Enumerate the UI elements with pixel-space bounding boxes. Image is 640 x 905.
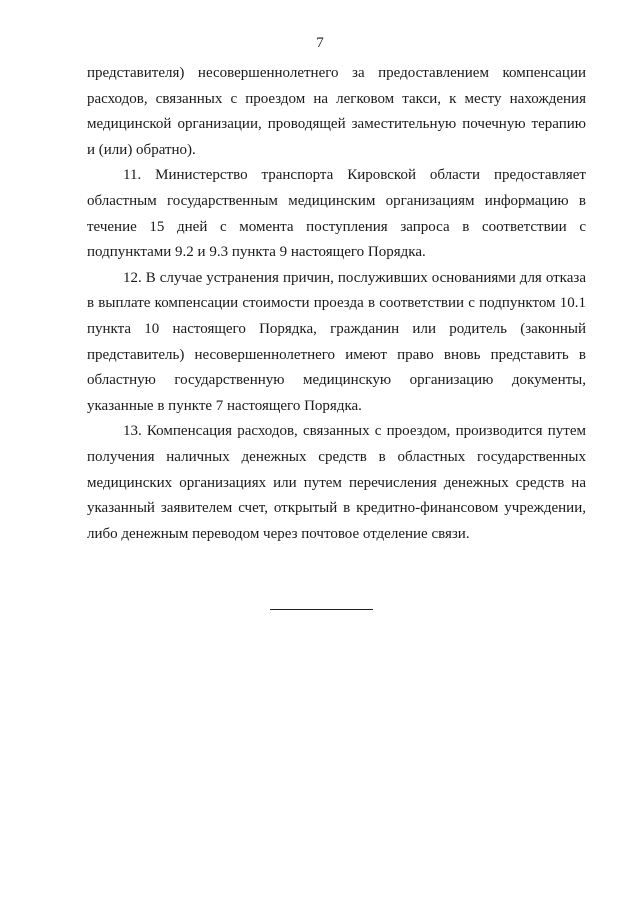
paragraph-continuation: представителя) несовершеннолетнего за предоставлением компенсации расходов, связанных с проездом на легковом такси, к месту нахождения медицинской организации, проводящей заместительную почечную терапию и (или) обратно). (87, 65, 586, 158)
page-number: 7 (316, 35, 324, 51)
end-separator-line (270, 609, 373, 610)
paragraph-11: 11. Министерство транспорта Кировской области предоставляет областным государственным медицинским организациям информацию в течение 15 дней с момента поступления запроса в соответствии с подпунктами 9.2 и 9.3 пункта 9 настоящего Порядка. (87, 167, 586, 261)
document-body (87, 61, 586, 547)
paragraph-13: 13. Компенсация расходов, связанных с проездом, производится путем получения наличных денежных средств в областных государственных медицинских организациях или путем перечисления денежных средств на указанный заявителем счет, открытый в кредитно-финансовом учреждении, либо денежным переводом через почтовое отделение связи. (87, 423, 586, 542)
paragraph-12: 12. В случае устранения причин, послуживших основаниями для отказа в выплате компенсации стоимости проезда в соответствии с подпунктом 10.1 пункта 10 настоящего Порядка, гражданин или родитель (законный представитель) несовершеннолетнего имеют право вновь представить в областную государственную медицинскую организацию документы, указанные в пункте 7 настоящего Порядка. (87, 269, 586, 414)
